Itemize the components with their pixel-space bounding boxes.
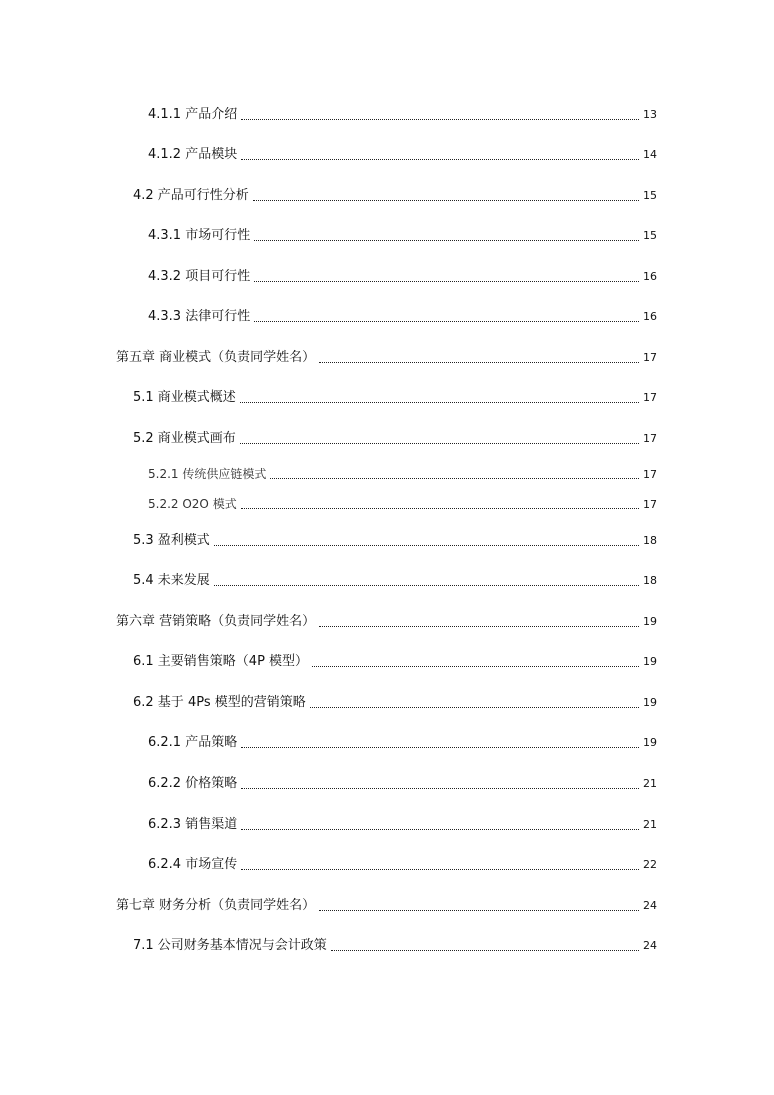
dot-leader — [331, 950, 639, 951]
toc-entry-label: 第五章 商业模式（负责同学姓名） — [116, 350, 316, 365]
dot-leader — [241, 747, 639, 748]
toc-entry-page-number: 15 — [643, 189, 657, 202]
toc-entry-page-number: 24 — [643, 939, 657, 952]
dot-leader — [240, 443, 639, 444]
toc-entry-4-3-2[interactable] — [148, 267, 657, 287]
toc-entry-4-2[interactable] — [133, 186, 657, 206]
toc-entry-6-2-4[interactable] — [148, 855, 657, 875]
toc-entry-5-2-1[interactable] — [148, 464, 657, 484]
dot-leader — [241, 829, 639, 830]
dot-leader — [253, 200, 639, 201]
toc-entry-label: 6.2.1 产品策略 — [148, 735, 238, 750]
toc-entry-7-1[interactable] — [133, 936, 657, 956]
toc-entry-label: 5.2.1 传统供应链模式 — [148, 467, 267, 481]
toc-entry-page-number: 21 — [643, 777, 657, 790]
dot-leader — [214, 545, 639, 546]
toc-entry-chapter-5[interactable] — [116, 348, 657, 368]
toc-entry-page-number: 17 — [643, 468, 657, 481]
dot-leader — [254, 240, 639, 241]
toc-entry-page-number: 17 — [643, 432, 657, 445]
dot-leader — [319, 626, 639, 627]
dot-leader — [312, 666, 639, 667]
toc-entry-5-2[interactable] — [133, 429, 657, 449]
toc-entry-page-number: 15 — [643, 229, 657, 242]
toc-entry-label: 4.3.1 市场可行性 — [148, 228, 251, 243]
toc-entry-label: 5.2 商业模式画布 — [133, 431, 236, 446]
toc-entry-5-2-2[interactable] — [148, 494, 657, 514]
dot-leader — [310, 707, 639, 708]
toc-entry-page-number: 17 — [643, 351, 657, 364]
toc-entry-label: 5.1 商业模式概述 — [133, 390, 236, 405]
toc-entry-label: 第七章 财务分析（负责同学姓名） — [116, 898, 316, 913]
dot-leader — [254, 281, 639, 282]
toc-entry-page-number: 19 — [643, 615, 657, 628]
toc-entry-label: 4.1.1 产品介绍 — [148, 107, 238, 122]
toc-entry-6-2-3[interactable] — [148, 815, 657, 835]
toc-entry-page-number: 19 — [643, 736, 657, 749]
toc-entry-chapter-7[interactable] — [116, 896, 657, 916]
toc-entry-6-2-2[interactable] — [148, 774, 657, 794]
toc-entry-label: 5.2.2 O2O 模式 — [148, 497, 237, 511]
toc-entry-page-number: 16 — [643, 270, 657, 283]
toc-entry-page-number: 22 — [643, 858, 657, 871]
toc-entry-5-3[interactable] — [133, 531, 657, 551]
toc-entry-page-number: 19 — [643, 696, 657, 709]
toc-entry-5-1[interactable] — [133, 388, 657, 408]
toc-entry-label: 4.3.3 法律可行性 — [148, 309, 251, 324]
toc-entry-page-number: 21 — [643, 818, 657, 831]
toc-entry-page-number: 18 — [643, 574, 657, 587]
toc-entry-label: 6.2.4 市场宣传 — [148, 857, 238, 872]
toc-entry-5-4[interactable] — [133, 571, 657, 591]
toc-entry-6-2-1[interactable] — [148, 733, 657, 753]
toc-entry-label: 5.4 未来发展 — [133, 573, 210, 588]
dot-leader — [241, 869, 639, 870]
toc-entry-label: 5.3 盈利模式 — [133, 533, 210, 548]
dot-leader — [319, 910, 639, 911]
dot-leader — [240, 402, 639, 403]
toc-entry-4-3-1[interactable] — [148, 226, 657, 246]
toc-entry-label: 6.1 主要销售策略（4P 模型） — [133, 654, 309, 669]
toc-entry-label: 6.2 基于 4Ps 模型的营销策略 — [133, 695, 306, 710]
dot-leader — [241, 508, 639, 509]
dot-leader — [270, 478, 639, 479]
dot-leader — [214, 585, 639, 586]
toc-entry-label: 4.3.2 项目可行性 — [148, 269, 251, 284]
toc-entry-label: 第六章 营销策略（负责同学姓名） — [116, 614, 316, 629]
toc-entry-6-2[interactable] — [133, 693, 657, 713]
toc-entry-label: 6.2.2 价格策略 — [148, 776, 238, 791]
dot-leader — [241, 159, 639, 160]
toc-entry-page-number: 19 — [643, 655, 657, 668]
toc-entry-page-number: 17 — [643, 391, 657, 404]
toc-entry-label: 4.1.2 产品模块 — [148, 147, 238, 162]
toc-entry-4-1-1[interactable] — [148, 105, 657, 125]
dot-leader — [241, 788, 639, 789]
dot-leader — [241, 119, 639, 120]
toc-entry-page-number: 14 — [643, 148, 657, 161]
toc-entry-page-number: 18 — [643, 534, 657, 547]
toc-entry-4-1-2[interactable] — [148, 145, 657, 165]
dot-leader — [254, 321, 639, 322]
toc-entry-page-number: 13 — [643, 108, 657, 121]
toc-entry-page-number: 24 — [643, 899, 657, 912]
dot-leader — [319, 362, 639, 363]
toc-entry-label: 4.2 产品可行性分析 — [133, 188, 249, 203]
toc-entry-label: 7.1 公司财务基本情况与会计政策 — [133, 938, 327, 953]
toc-entry-page-number: 17 — [643, 498, 657, 511]
toc-entry-chapter-6[interactable] — [116, 612, 657, 632]
toc-entry-label: 6.2.3 销售渠道 — [148, 817, 238, 832]
toc-entry-page-number: 16 — [643, 310, 657, 323]
toc-entry-4-3-3[interactable] — [148, 307, 657, 327]
toc-entry-6-1[interactable] — [133, 652, 657, 672]
